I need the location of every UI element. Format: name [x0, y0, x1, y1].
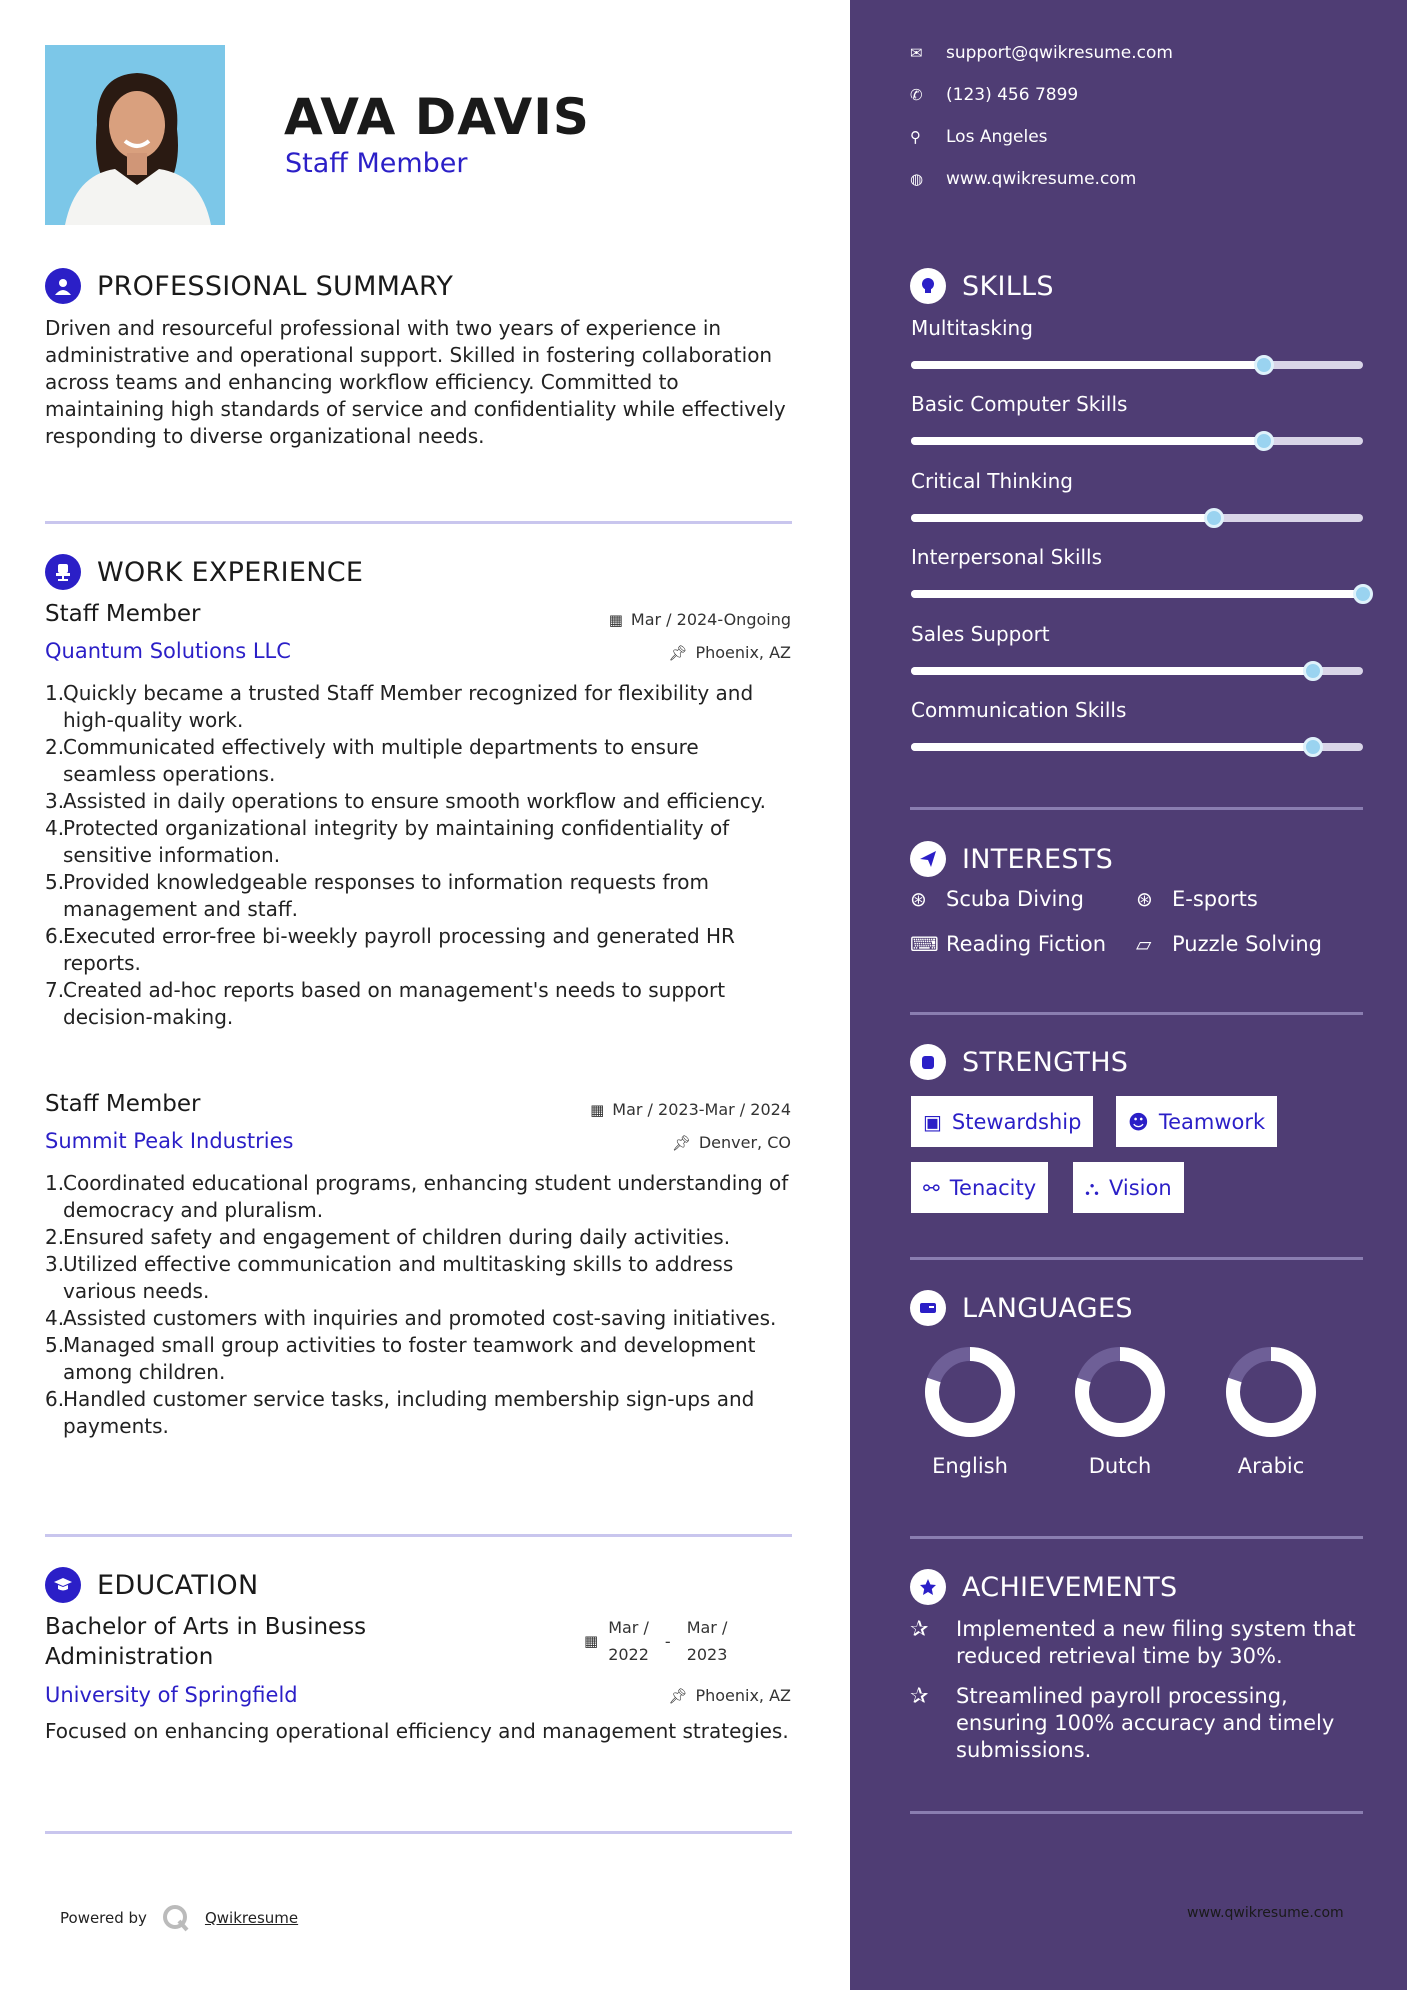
skill-label: Interpersonal Skills [911, 545, 1103, 570]
language-level-donut [922, 1344, 1018, 1440]
language-level-donut [1072, 1344, 1168, 1440]
interest-item: ⊛ Scuba Diving [910, 887, 1084, 911]
summary-header [45, 268, 453, 304]
contact-website[interactable] [910, 169, 1136, 189]
list-item: 5. Managed small group activities to foster teamwork and development among children. [45, 1333, 756, 1384]
date-separator: - [664, 1631, 671, 1651]
list-item: 6. Executed error-free bi-weekly payroll processing and generated HR reports. [45, 924, 735, 975]
skill-bar-fill [911, 590, 1363, 598]
link-icon: ⚯ [923, 1175, 940, 1200]
languages-header [910, 1290, 1133, 1326]
list-item: 3. Assisted in daily operations to ensure smooth workflow and efficiency. [45, 789, 766, 813]
pin-icon: 📌︎ [671, 1133, 691, 1152]
skill-bar [911, 743, 1363, 751]
lifebuoy-icon: ⊛ [910, 887, 927, 911]
contact-website-text: www.qwikresume.com [946, 169, 1137, 189]
list-item: 2. Communicated effectively with multiple departments to ensure seamless operations. [45, 735, 699, 786]
candidate-name: AVA DAVIS [284, 88, 590, 146]
strength-tag: ⛬ Vision [1073, 1162, 1184, 1213]
divider [910, 1811, 1363, 1814]
interests-heading: INTERESTS [962, 843, 1114, 875]
paper-plane-icon [910, 841, 946, 877]
job-title: Staff Member [45, 1091, 201, 1117]
skill-label: Communication Skills [911, 698, 1127, 722]
achievements-header [910, 1569, 1178, 1605]
summary-text: Driven and resourceful professional with two years of experience in administrative and operational support. Skilled in fostering collaboration across teams and enhancing workflow efficiency. Committed to maintaining high standards of service and confidentiality while effectively responding to diverse organizational needs. [45, 316, 786, 448]
job-location-text: Denver, CO [698, 1133, 791, 1152]
job-date [590, 1100, 791, 1119]
skills-header [910, 268, 1054, 304]
skill-bar [911, 514, 1363, 522]
skill-level-knob [1254, 355, 1274, 375]
job-location [668, 643, 791, 662]
school: University of Springfield [45, 1683, 298, 1707]
book-icon: ▱ [1136, 932, 1152, 956]
strength-tag: ⚯ Tenacity [911, 1162, 1048, 1213]
gamepad-icon: ⌨ [910, 932, 939, 956]
experience-heading: WORK EXPERIENCE [97, 556, 364, 588]
divider [910, 1536, 1363, 1539]
star-badge-icon [910, 1569, 946, 1605]
skill-level-knob [1254, 431, 1274, 451]
strength-tag: ▣ Stewardship [911, 1096, 1093, 1147]
skill-bar-fill [911, 361, 1264, 369]
divider [45, 1534, 792, 1537]
experience-header [45, 554, 363, 590]
lifebuoy-icon: ⊛ [1136, 887, 1153, 911]
list-item: 6. Handled customer service tasks, including membership sign-ups and payments. [45, 1387, 755, 1438]
contact-phone-text: (123) 456 7899 [946, 85, 1079, 105]
skill-label: Multitasking [911, 316, 1033, 340]
strengths-header [910, 1044, 1128, 1080]
candidate-title: Staff Member [285, 148, 468, 179]
list-item: 5. Provided knowledgeable responses to information requests from management and staff. [45, 870, 709, 921]
divider [910, 1257, 1363, 1260]
languages-heading: LANGUAGES [962, 1292, 1133, 1324]
education-heading: EDUCATION [97, 1569, 259, 1601]
contact-location [910, 127, 1048, 147]
skills-heading: SKILLS [962, 270, 1054, 302]
divider [910, 1012, 1363, 1015]
strengths-heading: STRENGTHS [962, 1046, 1129, 1078]
graduation-cap-icon [45, 1567, 81, 1603]
end-year: 2023 [686, 1645, 728, 1664]
language-icon [910, 1290, 946, 1326]
skill-level-knob [1303, 661, 1323, 681]
language-name: Dutch [1088, 1454, 1152, 1478]
interest-item: ▱ Puzzle Solving [1136, 932, 1322, 956]
list-item: 1. Quickly became a trusted Staff Member recognized for flexibility and high-quality work. [45, 681, 754, 732]
skill-bar [911, 590, 1363, 598]
end-month: Mar / [686, 1618, 728, 1637]
profile-photo [45, 45, 225, 225]
job-company: Summit Peak Industries [45, 1129, 294, 1153]
interest-item: ⌨ Reading Fiction [910, 932, 1107, 956]
lightbulb-icon [910, 268, 946, 304]
list-item: 7. Created ad-hoc reports based on management's needs to support decision-making. [45, 978, 726, 1029]
job-duties [45, 680, 795, 1031]
calendar-icon: ▦ [608, 610, 623, 629]
skill-bar-fill [911, 514, 1214, 522]
skill-bar [911, 361, 1363, 369]
skill-bar [911, 667, 1363, 675]
pin-icon: 📌︎ [668, 643, 688, 662]
divider [45, 521, 792, 524]
contact-email-text: support@qwikresume.com [946, 43, 1173, 63]
job-company: Quantum Solutions LLC [45, 639, 291, 663]
job-date-text: Mar / 2023-Mar / 2024 [612, 1100, 791, 1119]
language-name: Arabic [1237, 1454, 1305, 1478]
education-location [668, 1686, 791, 1705]
skill-label: Basic Computer Skills [911, 392, 1128, 417]
education-description: Focused on enhancing operational efficiency and management strategies. [45, 1719, 789, 1743]
interest-item: ⊛ E-sports [1136, 887, 1258, 911]
envelope-icon: ✉ [910, 44, 923, 62]
star-icon: ✰ [910, 1617, 929, 1642]
achievement-item: ✰ Implemented a new filing system that reduced retrieval time by 30%. [910, 1617, 1356, 1668]
contact-email[interactable] [910, 43, 1173, 63]
star-icon: ✰ [910, 1684, 929, 1709]
language-item [1050, 1344, 1190, 1478]
skill-bar-fill [911, 437, 1264, 445]
divider [910, 807, 1363, 810]
binoculars-icon: ⛬ [1085, 1175, 1099, 1200]
user-icon [45, 268, 81, 304]
qwikresume-link[interactable]: Qwikresume [204, 1909, 299, 1927]
education-header [45, 1567, 258, 1603]
education-location-text: Phoenix, AZ [695, 1686, 791, 1705]
list-item: 3. Utilized effective communication and multitasking skills to address various needs. [45, 1252, 734, 1303]
map-marker-icon: ⚲ [910, 128, 921, 146]
job-date [609, 610, 791, 629]
summary-heading: PROFESSIONAL SUMMARY [97, 270, 454, 302]
education-date [584, 1614, 727, 1668]
language-name: English [932, 1454, 1008, 1478]
users-icon: ☻ [1128, 1109, 1149, 1134]
language-item [900, 1344, 1040, 1478]
start-month: Mar / [608, 1618, 649, 1637]
powered-by [60, 1903, 298, 1933]
language-level-donut [1223, 1344, 1319, 1440]
job-location [672, 1133, 791, 1152]
phone-icon: ✆ [910, 86, 923, 104]
globe-icon: ◍ [910, 170, 924, 188]
contact-phone[interactable] [910, 85, 1078, 105]
job-date-text: Mar / 2024-Ongoing [630, 610, 791, 629]
skill-label: Sales Support [911, 621, 1050, 646]
job-duties [45, 1170, 795, 1440]
skill-label: Critical Thinking [911, 468, 1073, 493]
list-item: 2. Ensured safety and engagement of children during daily activities. [45, 1225, 731, 1249]
powered-by-text: Powered by [60, 1909, 147, 1927]
strength-tag: ☻ Teamwork [1116, 1096, 1277, 1147]
briefcase-icon: ▣ [923, 1109, 942, 1134]
job-title: Staff Member [45, 601, 201, 627]
achievements-heading: ACHIEVEMENTS [962, 1571, 1178, 1603]
language-item [1201, 1344, 1341, 1478]
skill-bar-fill [911, 667, 1313, 675]
footer-url[interactable]: www.qwikresume.com [1187, 1905, 1344, 1921]
calendar-icon: ▦ [584, 1631, 599, 1650]
interests-header [910, 841, 1113, 877]
contact-location-text: Los Angeles [946, 127, 1048, 147]
degree: Bachelor of Arts in Business Administration [45, 1614, 367, 1670]
chair-icon [45, 554, 81, 590]
list-item: 4. Protected organizational integrity by maintaining confidentiality of sensitive information. [45, 816, 730, 867]
achievement-item: ✰ Streamlined payroll processing, ensuring 100% accuracy and timely submissions. [910, 1684, 1335, 1762]
calendar-icon: ▦ [590, 1100, 605, 1119]
job-location-text: Phoenix, AZ [695, 643, 791, 662]
start-year: 2022 [608, 1645, 649, 1664]
list-item: 1. Coordinated educational programs, enhancing student understanding of democracy and pluralism. [45, 1171, 789, 1222]
pin-icon: 📌︎ [668, 1686, 688, 1705]
list-item: 4. Assisted customers with inquiries and promoted cost-saving initiatives. [45, 1306, 777, 1330]
divider [45, 1831, 792, 1834]
skill-level-knob [1204, 508, 1224, 528]
fist-icon [910, 1044, 946, 1080]
skill-bar [911, 437, 1363, 445]
qwikresume-logo-icon [161, 1903, 191, 1933]
skill-bar-fill [911, 743, 1313, 751]
